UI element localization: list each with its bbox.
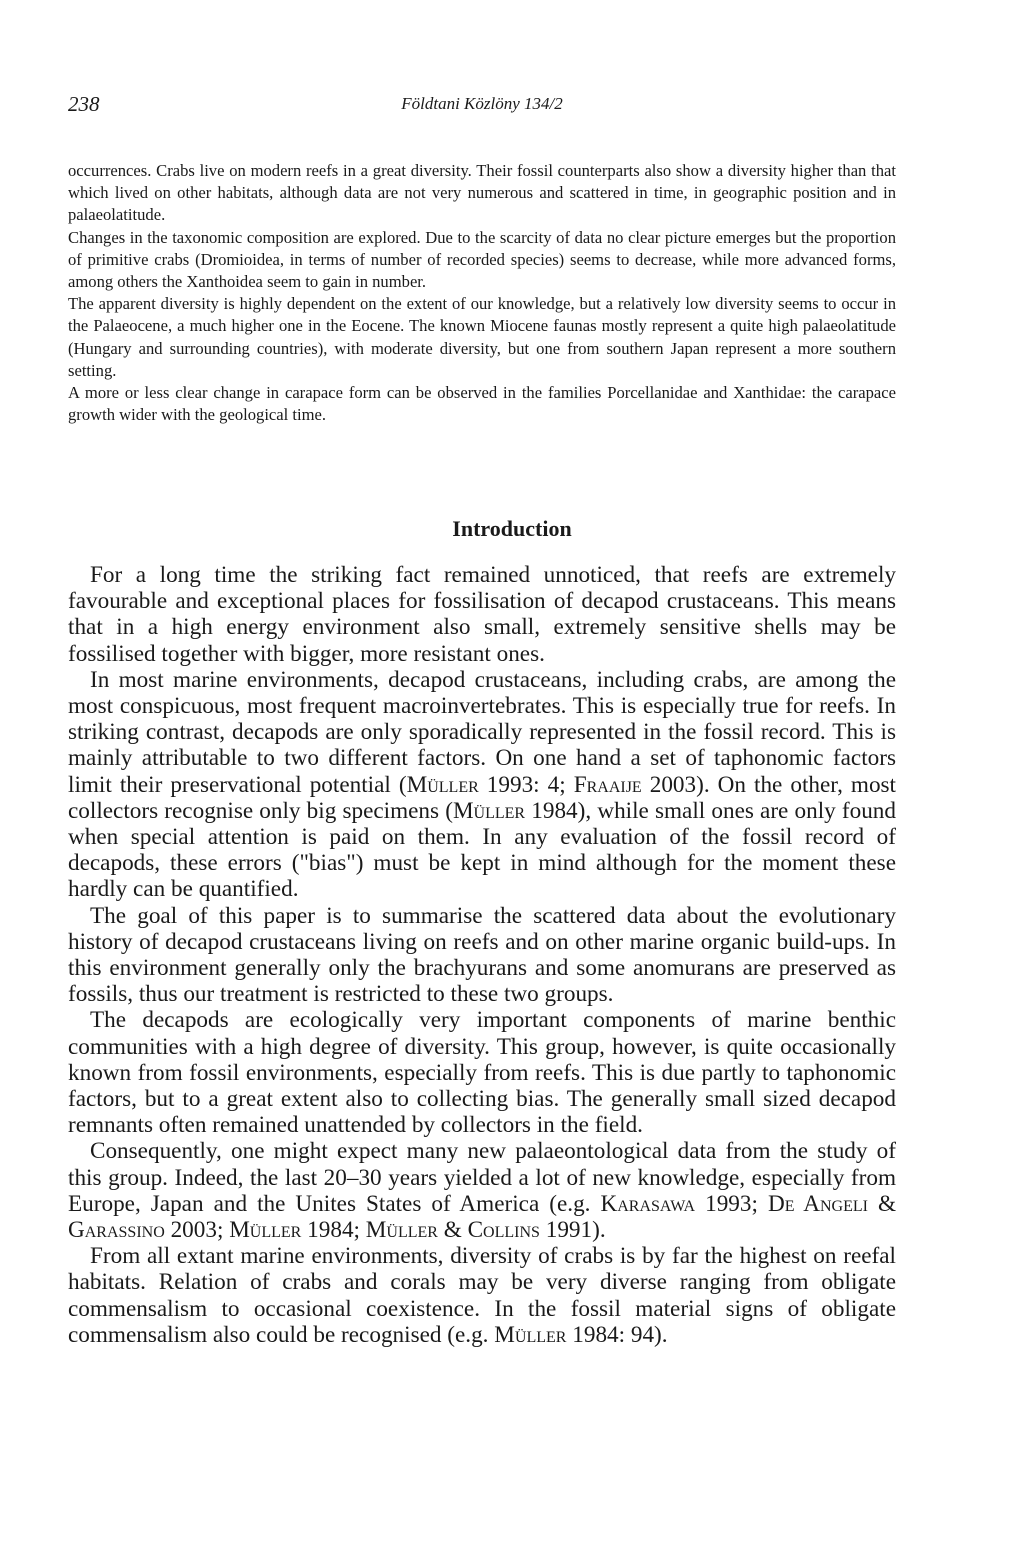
abstract [68,160,896,426]
body-paragraph [68,667,896,903]
body-paragraph [68,1243,896,1348]
text-run: 1984: 94). [566,1321,668,1348]
text-run: Consequently, one might expect many new palaeontological data from the study of this group. Indeed, the last 20–30 years yielded a lot of new knowledge, especially from Europe, Japan and the Unites States of America (e.g. [68,1138,896,1217]
citation-author: De Angeli & Garassino [68,1190,896,1244]
abstract-paragraph: The apparent diversity is highly dependent on the extent of our knowledge, but a relatively low diversity seems to occur in the Palaeocene, a much higher one in the Eocene. The known Miocene faunas mostly represent a quite high palaeolatitude (Hungary and surrounding countries), with moderate diversity, but one from southern Japan represent a more southern setting. [68,294,896,380]
abstract-paragraph: A more or less clear change in carapace form can be observed in the families Porcellanidae and Xanthidae: the carapace growth wider with the geological time. [68,383,896,425]
section-title: Introduction [452,516,572,541]
text-run: 2003; [164,1217,230,1244]
text-run: In most marine environments, decapod crustaceans, including crabs, are among the most conspicuous, most frequent macroinvertebrates. This is especially true for reefs. In striking contrast, decapods are only sporadically represented in the fossil record. This is mainly attributable to two different factors. On one hand a set of taphonomic factors limit their preservational potential ( [68,666,896,798]
body-paragraph: For a long time the striking fact remained unnoticed, that reefs are extremely favourable and exceptional places for fossilisation of decapod crustaceans. This means that in a high energy environment also small, extremely sensitive shells may be fossilised together with bigger, more resistant ones. [68,562,896,667]
citation-author: Fraaije [573,771,642,798]
body-paragraph: The goal of this paper is to summarise the scattered data about the evolutionary history of decapod crustaceans living on reefs and on other marine organic build-ups. In this environment generally only the brachyurans and some anomurans are preserved as fossils, thus our treatment is restricted to these two groups. [68,902,896,1008]
citation-author: Müller & Collins [365,1217,540,1244]
page-number: 238 [68,92,100,116]
citation-author: Müller [452,797,526,824]
citation-author: Karasawa [600,1190,696,1217]
text-run: 1984; [301,1217,366,1244]
running-header [68,92,896,122]
text-run: From all extant marine environments, diversity of crabs is by far the highest on reefal habitats. Relation of crabs and corals may be very diverse ranging from obligate commensalism to occasional coexistence. In the fossil material signs of obligate commensalism also could be recognised (e.g. [68,1243,896,1348]
text-run: 1984), while small ones are only found when special attention is paid on them. In any evaluation of the fossil record of decapods, these errors ("bias") must be kept in mind although for the moment these hardly can be quantified. [68,797,896,903]
text-run: 2003). On the other, most collectors recognise only big specimens ( [68,771,897,824]
body-text [68,562,896,1348]
abstract-paragraph: Changes in the taxonomic composition are explored. Due to the scarcity of data no clear picture emerges but the proportion of primitive crabs (Dromioidea, in terms of number of recorded species) seems to decrease, while more advanced forms, among others the Xanthoidea seem to gain in number. [68,227,896,292]
citation-author: Müller [494,1321,567,1348]
abstract-paragraph: occurrences. Crabs live on modern reefs in a great diversity. Their fossil counterparts also show a diversity higher than that which lived on other habitats, although data are not very numerous and scattered in time, in geographic position and in palaeolatitude. [68,161,896,225]
text-run: 1993; [695,1190,768,1217]
text-run: 1991). [539,1217,606,1244]
journal-title: Földtani Közlöny 134/2 [401,94,563,113]
text-run: 1993: 4; [478,771,574,798]
citation-author: Müller [406,771,479,798]
body-paragraph: The decapods are ecologically very important components of marine benthic communities with a high degree of diversity. This group, however, is quite occasionally known from fossil environments, especially from reefs. This is due partly to taphonomic factors, but to a great extent also to collecting bias. The generally small sized decapod remnants often remained unattended by collectors in the field. [68,1007,896,1139]
body-paragraph [68,1138,896,1243]
citation-author: Müller [229,1217,302,1244]
